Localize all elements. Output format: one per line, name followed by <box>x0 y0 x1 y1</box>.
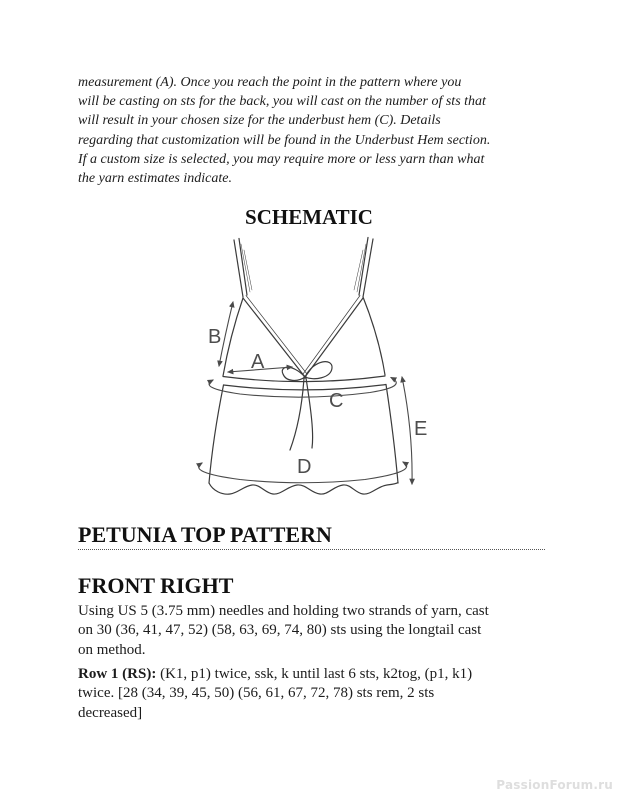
left-side-edge <box>223 298 243 376</box>
subsection-heading-front-right: FRONT RIGHT <box>78 573 234 598</box>
schematic-labels <box>208 326 427 478</box>
row1-paragraph <box>78 665 472 723</box>
schematic-label-b: B <box>208 326 222 348</box>
schematic-heading: SCHEMATIC <box>245 205 373 229</box>
watermark-text: PassionForum.ru <box>496 778 613 792</box>
intro-paragraph <box>78 73 490 188</box>
measure-e-arrow <box>402 377 412 484</box>
row1-line: twice. [28 (34, 39, 45, 50) (56, 61, 67, 72, 78) sts rem, 2 sts <box>78 685 435 702</box>
schematic-label-c: C <box>329 390 344 412</box>
bow-left-loop <box>282 367 305 380</box>
schematic-label-e: E <box>414 418 428 440</box>
intro-line: measurement (A). Once you reach the point in the pattern where you <box>78 75 462 90</box>
intro-line: If a custom size is selected, you may require more or less yarn than what <box>78 151 485 167</box>
intro-line: will result in your chosen size for the underbust hem (C). Details <box>78 113 441 129</box>
bow-left-tail <box>290 378 304 450</box>
cast-on-line: Using US 5 (3.75 mm) needles and holding two strands of yarn, cast <box>78 603 489 619</box>
skirt-right-edge <box>386 385 398 484</box>
bow-right-loop <box>305 362 332 379</box>
row1-label: Row 1 (RS): <box>78 666 157 682</box>
row1-instructions: (K1, p1) twice, ssk, k until last 6 sts, k2tog, (p1, k1) <box>156 666 473 682</box>
cast-on-line: on 30 (36, 41, 47, 52) (58, 63, 69, 74, 80) sts using the longtail cast <box>78 622 482 639</box>
skirt-left-edge <box>209 385 224 483</box>
cast-on-line: on method. <box>78 641 146 658</box>
schematic-label-a: A <box>251 351 265 373</box>
right-side-edge <box>363 297 385 375</box>
row1-line <box>78 665 472 684</box>
row1-line: decreased] <box>78 704 143 721</box>
right-neckline <box>305 298 363 377</box>
bow-right-tail <box>306 378 313 448</box>
right-strap <box>363 239 373 297</box>
cast-on-paragraph <box>78 602 489 660</box>
schematic-label-d: D <box>297 456 312 478</box>
section-heading-petunia-top-pattern: PETUNIA TOP PATTERN <box>78 523 545 550</box>
wavy-hem <box>209 483 398 495</box>
intro-line: regarding that customization will be found in the Underbust Hem section. <box>78 132 491 148</box>
intro-line: the yarn estimates indicate. <box>78 171 232 187</box>
intro-line: will be casting on sts for the back, you will cast on the number of sts that <box>78 94 486 110</box>
schematic-drawing <box>180 235 450 510</box>
